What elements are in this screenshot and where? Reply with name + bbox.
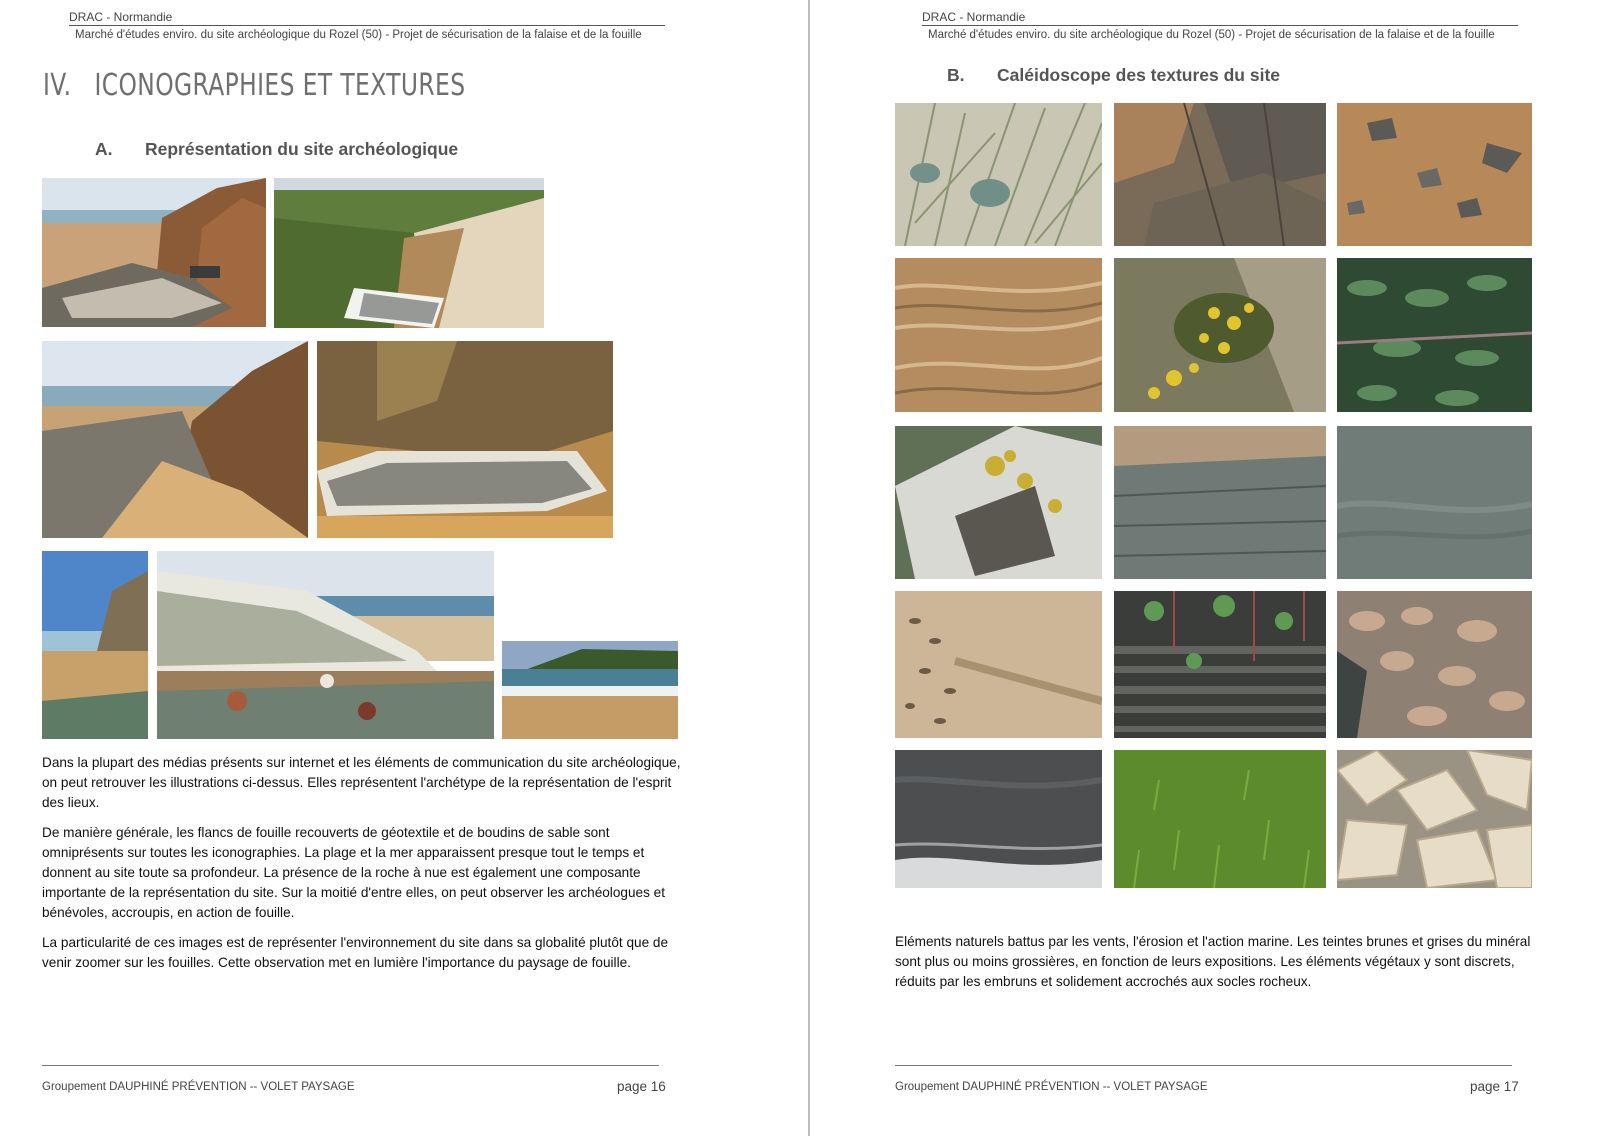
chapter-heading (43, 68, 465, 103)
header-subtitle: Marché d'études enviro. du site archéologique du Rozel (50) - Projet de sécurisation de la falaise et de la fouille (928, 29, 1495, 41)
paragraph-2: De manière générale, les flancs de fouille recouverts de géotextile et de boudins de sable sont omniprésents sur toutes les iconographies. La plage et la mer apparaissent presque tout le temps et donnent au site toute sa profondeur. La présence de la roche à nue est également une composante importante de la représentation du site. Sur la moitié d'entre elles, on peut observer les archéologues et bénévoles, accroupis, en action de fouille. (42, 825, 665, 920)
page-number: page 16 (617, 1079, 666, 1094)
header-subtitle: Marché d'études enviro. du site archéologique du Rozel (50) - Projet de sécurisation de la falaise et de la fouille (75, 29, 642, 41)
texture-gorse (1114, 258, 1326, 412)
chapter-title: ICONOGRAPHIES ET TEXTURES (94, 68, 466, 103)
paragraph-1: Dans la plupart des médias présents sur internet et les éléments de communication du site archéologique, on peut retrouver les illustrations ci-dessus. Elles représentent l'archétype de la représentation de l'esprit des lieux. (42, 755, 681, 810)
texture-foliage (1337, 258, 1532, 412)
photo-excavation-cliff-2 (42, 341, 308, 538)
paragraph-3: La particularité de ces images est de représenter l'environnement du site dans sa globalité plutôt que de venir zoomer sur les fouilles. Cette observation met en lumière l'importance du paysage de fouille. (42, 935, 669, 970)
photo-beach-waves (502, 641, 678, 739)
texture-sand-pebbles (1337, 103, 1532, 246)
photo-geotextile-1 (317, 341, 613, 538)
texture-footprints-sand (895, 591, 1102, 738)
paragraph-textures: Eléments naturels battus par les vents, l'érosion et l'action marine. Les teintes brunes et grises du minéral sont plus ou moins grossières, en fonction de leurs expositions. Les éléments végétaux y sont discrets, réduits par les embruns et solidement accrochés aux socles rocheux. (895, 934, 1531, 989)
footer-text: Groupement DAUPHINÉ PRÉVENTION -- VOLET PAYSAGE (42, 1081, 355, 1093)
header-org: DRAC - Normandie (69, 10, 665, 26)
texture-riprap-stones (1337, 750, 1532, 888)
section-title: Caléidoscope des textures du site (997, 65, 1281, 85)
chapter-number: IV. (43, 68, 72, 103)
footer-rule (895, 1065, 1512, 1066)
photo-excavation-cliff-1 (42, 178, 266, 327)
texture-grass (1114, 750, 1326, 888)
texture-wet-rock (1114, 426, 1326, 579)
footer-rule (42, 1065, 659, 1066)
page-number: page 17 (1470, 1079, 1519, 1094)
texture-sandstone (895, 258, 1102, 412)
page-divider (808, 0, 810, 1136)
texture-rock-cliff (1114, 103, 1326, 246)
texture-sea-foam (895, 750, 1102, 888)
section-heading-a (95, 139, 458, 160)
section-letter: B. (947, 65, 965, 85)
texture-slate-plants (1114, 591, 1326, 738)
section-title: Représentation du site archéologique (145, 139, 459, 159)
texture-pebbles (1337, 591, 1532, 738)
photo-beach-aerial (274, 178, 544, 328)
right-page (812, 0, 1597, 1136)
section-heading-b (947, 65, 1280, 86)
photo-volunteers-excavating (157, 551, 494, 739)
footer-text: Groupement DAUPHINÉ PRÉVENTION -- VOLET PAYSAGE (895, 1081, 1208, 1093)
texture-dune-grass (895, 103, 1102, 246)
photo-rock-beach (42, 551, 148, 739)
section-letter: A. (95, 139, 113, 159)
header-org: DRAC - Normandie (922, 10, 1518, 26)
texture-lichen-rock (895, 426, 1102, 579)
texture-sea-water (1337, 426, 1532, 579)
